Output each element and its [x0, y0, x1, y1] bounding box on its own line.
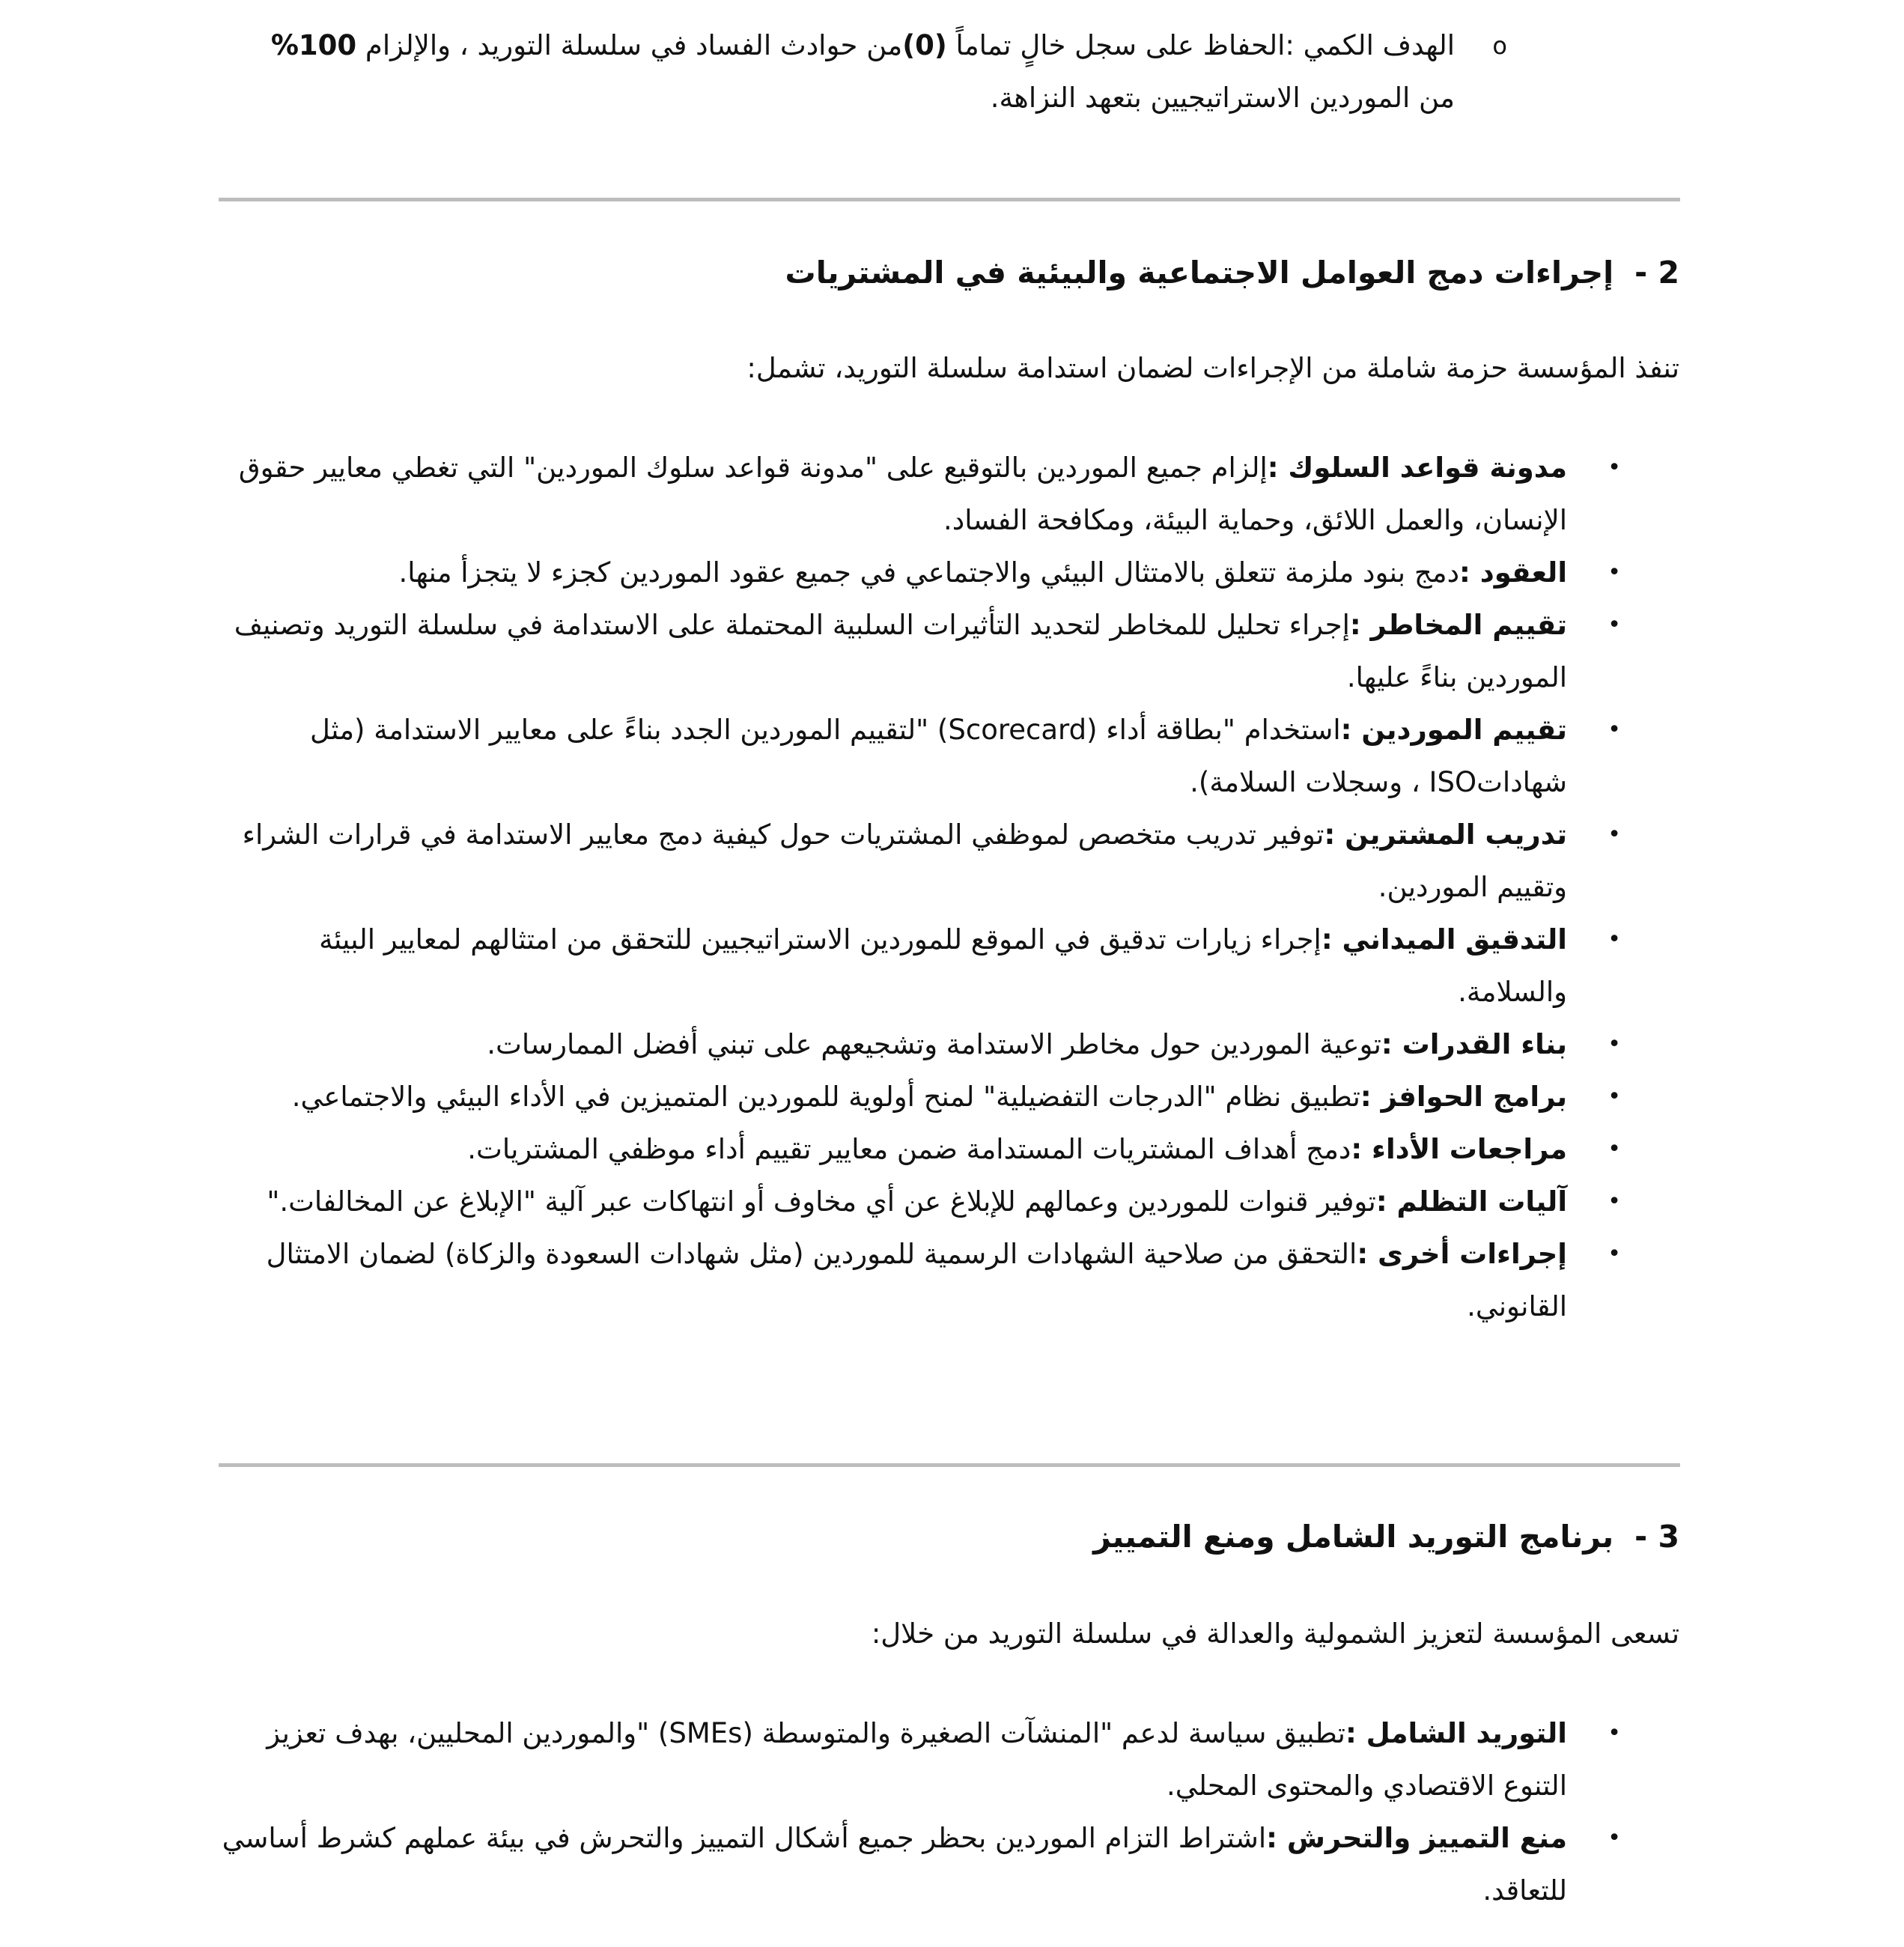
goal-percentage: 100% [270, 29, 357, 61]
section-2-number: 2 - [1634, 255, 1679, 291]
list-item-text: توفير تدريب متخصص لموظفي المشتريات حول كيفية دمج معايير الاستدامة في قرارات الشراء وتقييم الموردين. [242, 818, 1567, 903]
section-3-intro: تسعى المؤسسة لتعزيز الشمولية والعدالة في سلسلة التوريد من خلال: [871, 1618, 1679, 1650]
list-item [217, 914, 1621, 1018]
list-item-text: التحقق من صلاحية الشهادات الرسمية للموردين (مثل شهادات السعودة والزكاة) لضمان الامتثال القانوني. [266, 1238, 1567, 1322]
list-item [217, 1707, 1621, 1812]
list-item [217, 1123, 1621, 1176]
list-item-term: إجراءات أخرى : [1357, 1238, 1567, 1270]
section-divider-1 [219, 198, 1680, 201]
list-item-text: تطبيق نظام "الدرجات التفضيلية" لمنح أولوية للموردين المتميزين في الأداء البيئي والاجتماعي. [291, 1081, 1360, 1113]
list-item-text: دمج بنود ملزمة تتعلق بالامتثال البيئي والاجتماعي في جميع عقود الموردين كجزء لا يتجزأ منها. [398, 556, 1460, 589]
goal-text-after-zero: من حوادث الفساد في سلسلة التوريد ، والإلزام [365, 29, 903, 61]
list-item-text: اشتراط التزام الموردين بحظر جميع أشكال التمييز والتحرش في بيئة عملهم كشرط أساسي للتعاقد. [222, 1822, 1567, 1907]
list-item [217, 1812, 1621, 1917]
list-item-term: تقييم المخاطر : [1349, 609, 1567, 641]
section-3-list [217, 1707, 1621, 1917]
section-2-heading [785, 250, 1679, 295]
section-3-title: برنامج التوريد الشامل ومنع التمييز [1093, 1519, 1614, 1555]
list-item-term: منع التمييز والتحرش : [1266, 1822, 1567, 1854]
section-2-intro: تنفذ المؤسسة حزمة شاملة من الإجراءات لضمان استدامة سلسلة التوريد، تشمل: [746, 352, 1679, 384]
list-item-text: دمج أهداف المشتريات المستدامة ضمن معايير تقييم أداء موظفي المشتريات. [467, 1133, 1351, 1165]
section-2-title: إجراءات دمج العوامل الاجتماعية والبيئية في المشتريات [785, 255, 1614, 291]
list-item [217, 599, 1621, 704]
list-item-term: برامج الحوافز : [1360, 1081, 1567, 1113]
list-item-term: تقييم الموردين : [1340, 714, 1567, 746]
list-item-text: توفير قنوات للموردين وعمالهم للإبلاغ عن أي مخاوف أو انتهاكات عبر آلية "الإبلاغ عن المخالفات." [267, 1185, 1376, 1218]
list-item [217, 547, 1621, 599]
list-item-text: تطبيق سياسة لدعم "المنشآت الصغيرة والمتوسطة (SMEs) "والموردين المحليين، بهدف تعزيز التنوع الاقتصادي والمحتوى المحلي. [267, 1717, 1567, 1802]
list-item-term: التوريد الشامل : [1345, 1717, 1567, 1749]
list-item-term: آليات التظلم : [1375, 1185, 1567, 1218]
list-item-text: إلزام جميع الموردين بالتوقيع على "مدونة قواعد سلوك الموردين" التي تغطي معايير حقوق الإنسان، والعمل اللائق، وحماية البيئة، ومكافحة الفساد. [238, 452, 1567, 536]
goal-zero-value: (0) [902, 29, 947, 61]
quantitative-goal [240, 19, 1507, 124]
bullet-icon: • [1608, 821, 1621, 848]
list-item-term: مدونة قواعد السلوك : [1267, 452, 1567, 484]
list-item-term: مراجعات الأداء : [1351, 1133, 1567, 1165]
list-item-term: التدقيق الميداني : [1321, 923, 1567, 956]
bullet-icon: • [1608, 1136, 1621, 1162]
list-item-term: العقود : [1459, 556, 1567, 589]
list-item [217, 1071, 1621, 1123]
bullet-icon: • [1608, 1031, 1621, 1057]
list-item [217, 809, 1621, 914]
bullet-icon: • [1608, 1084, 1621, 1110]
list-item [217, 1018, 1621, 1071]
bullet-icon: • [1608, 926, 1621, 953]
list-item-term: تدريب المشترين : [1324, 818, 1567, 851]
circle-bullet-icon: o [1492, 31, 1507, 60]
goal-label: الهدف الكمي : [1285, 29, 1455, 61]
bullet-icon: • [1608, 1825, 1621, 1851]
list-item-text: توعية الموردين حول مخاطر الاستدامة وتشجيعهم على تبني أفضل الممارسات. [487, 1028, 1381, 1060]
bullet-icon: • [1608, 455, 1621, 481]
list-item [217, 1176, 1621, 1228]
goal-text-end: من الموردين الاستراتيجيين بتعهد النزاهة. [990, 82, 1455, 114]
bullet-icon: • [1608, 559, 1621, 586]
bullet-icon: • [1608, 1241, 1621, 1267]
section-divider-2 [219, 1463, 1680, 1467]
list-item-term: بناء القدرات : [1381, 1028, 1567, 1060]
section-3-heading [1093, 1514, 1679, 1559]
section-3-number: 3 - [1634, 1519, 1679, 1555]
bullet-icon: • [1608, 1188, 1621, 1215]
bullet-icon: • [1608, 1720, 1621, 1746]
list-item [217, 1228, 1621, 1333]
list-item [217, 704, 1621, 809]
section-2-list [217, 442, 1621, 1333]
bullet-icon: • [1608, 612, 1621, 638]
goal-text-before-zero: الحفاظ على سجل خالٍ تماماً [955, 29, 1286, 61]
bullet-icon: • [1608, 717, 1621, 743]
list-item [217, 442, 1621, 547]
list-item-text: استخدام "بطاقة أداء (Scorecard) "لتقييم الموردين الجدد بناءً على معايير الاستدامة (مثل شهاداتISO ، وسجلات السلامة). [310, 714, 1567, 798]
list-item-text: إجراء تحليل للمخاطر لتحديد التأثيرات السلبية المحتملة على الاستدامة في سلسلة التوريد وتصنيف الموردين بناءً عليها. [234, 609, 1567, 693]
list-item-text: إجراء زيارات تدقيق في الموقع للموردين الاستراتيجيين للتحقق من امتثالهم لمعايير البيئة والسلامة. [319, 923, 1567, 1008]
